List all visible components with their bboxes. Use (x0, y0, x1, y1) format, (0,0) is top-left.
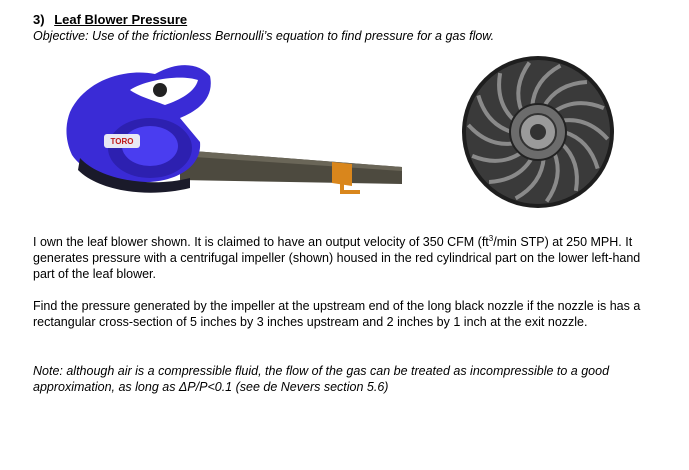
objective-text: Objective: Use of the frictionless Bernoulli’s equation to find pressure for a gas flow. (33, 29, 495, 43)
problem-title: Leaf Blower Pressure (54, 12, 188, 27)
paragraph-task: Find the pressure generated by the impeller at the upstream end of the long black nozzle if the nozzle is has a rectangular cross-section of 5 inches by 3 inches upstream and 2 inches by 1 inch at the exit nozzle. (33, 299, 641, 329)
problem-number: 3) (33, 12, 45, 27)
paragraph-description: I own the leaf blower shown. It is claimed to have an output velocity of 350 CFM ($ft^3/\min$ STP) at 250 MPH. It generates pressure with a centrifugal impeller (shown) housed in the red cylindrical part on the lower left-hand part of the leaf blower. (33, 233, 641, 281)
blower-brand-label: TORO (110, 137, 134, 146)
problem-heading (33, 12, 187, 27)
impeller-image (458, 52, 618, 212)
leaf-blower-image (30, 50, 410, 210)
paragraph-note: Note: although air is a compressible fluid, the flow of the gas can be treated as incompressible to a good approximation, as long as ΔP/P<0.1 (see de Nevers section 5.6) (33, 364, 610, 394)
